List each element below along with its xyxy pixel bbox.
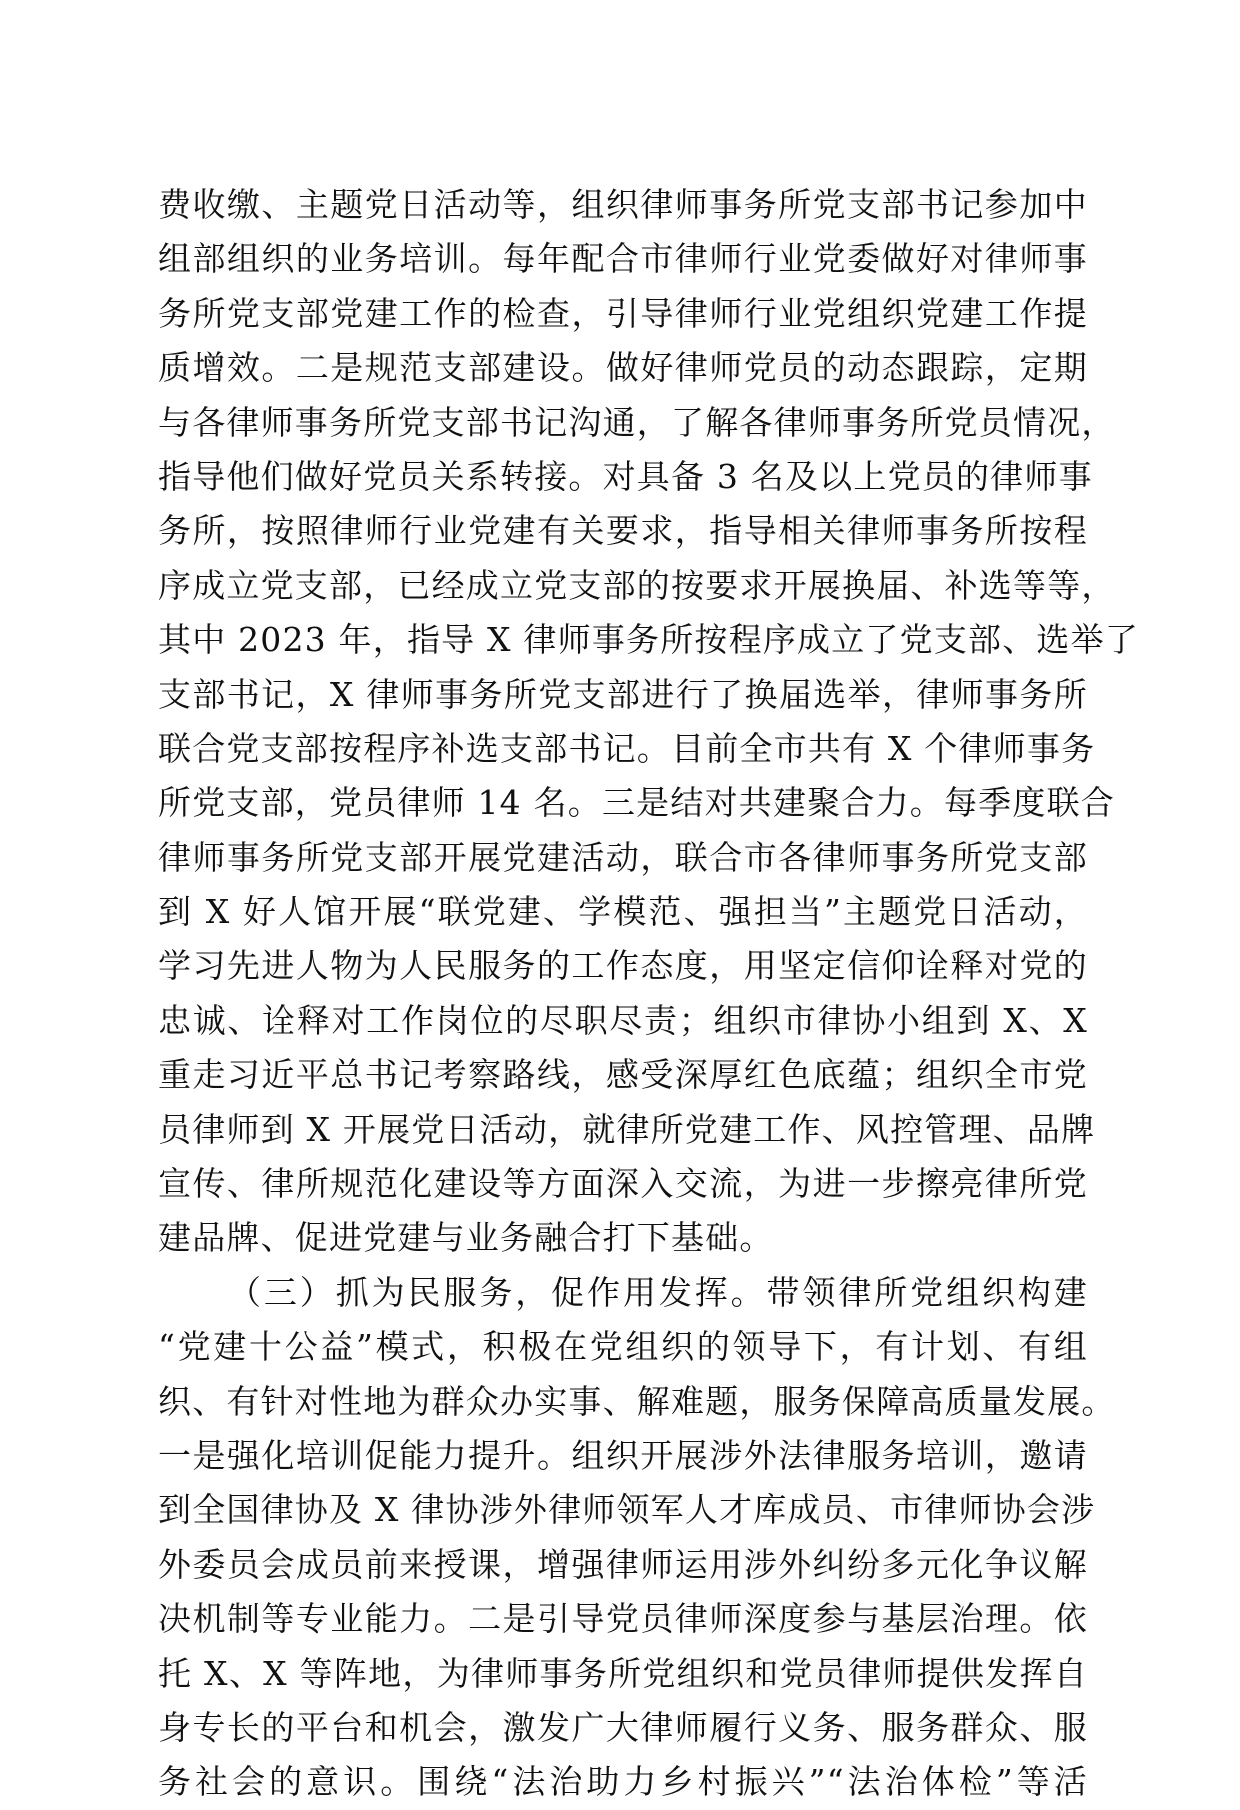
text-line-14: 到 X 好人馆开展“联党建、学模范、强担当”主题党日活动， — [158, 892, 1088, 932]
text-line-30: 务社会的意识。围绕“法治助力乡村振兴”“法治体检”等活 — [158, 1762, 1088, 1802]
text-line-9: 其中 2023 年，指导 X 律师事务所按程序成立了党支部、选举了 — [158, 620, 1140, 660]
text-line-12: 所党支部，党员律师 14 名。三是结对共建聚合力。每季度联合 — [158, 783, 1115, 823]
text-line-18: 员律师到 X 开展党日活动，就律所党建工作、风控管理、品牌 — [158, 1109, 1096, 1149]
text-line-17: 重走习近平总书记考察路线，感受深厚红色底蕴；组织全市党 — [158, 1055, 1088, 1095]
body-text — [158, 178, 1140, 1810]
text-line-24: 一是强化培训促能力提升。组织开展涉外法律服务培训，邀请 — [158, 1435, 1088, 1475]
text-line-5: 与各律师事务所党支部书记沟通，了解各律师事务所党员情况， — [158, 402, 1116, 442]
text-line-1: 费收缴、主题党日活动等，组织律师事务所党支部书记参加中 — [158, 185, 1088, 224]
text-line-23: 织、有针对性地为群众办实事、解难题，服务保障高质量发展。 — [158, 1381, 1116, 1421]
text-line-22: “党建十公益”模式，积极在党组织的领导下，有计划、有组 — [158, 1327, 1088, 1367]
text-line-15: 学习先进人物为人民服务的工作态度，用坚定信仰诠释对党的 — [158, 946, 1088, 986]
text-line-7: 务所，按照律师行业党建有关要求，指导相关律师事务所按程 — [158, 511, 1088, 551]
text-line-19: 宣传、律所规范化建设等方面深入交流，为进一步擦亮律所党 — [158, 1164, 1088, 1204]
text-line-16: 忠诚、诠释对工作岗位的尽职尽责；组织市律协小组到 X、X — [158, 1000, 1088, 1040]
text-line-6: 指导他们做好党员关系转接。对具备 3 名及以上党员的律师事 — [158, 456, 1093, 496]
text-line-8: 序成立党支部，已经成立党支部的按要求开展换届、补选等等， — [158, 565, 1116, 605]
text-line-3: 务所党支部党建工作的检查，引导律师行业党组织党建工作提 — [158, 293, 1088, 333]
text-line-10: 支部书记，X 律师事务所党支部进行了换届选举，律师事务所 — [158, 674, 1088, 714]
section-heading-line: （三）抓为民服务，促作用发挥。带领律所党组织构建 — [228, 1272, 1088, 1312]
text-line-27: 决机制等专业能力。二是引导党员律师深度参与基层治理。依 — [158, 1599, 1088, 1639]
text-line-2: 组部组织的业务培训。每年配合市律师行业党委做好对律师事 — [158, 239, 1088, 279]
text-line-29: 身专长的平台和机会，激发广大律师履行义务、服务群众、服 — [158, 1707, 1088, 1747]
text-line-13: 律师事务所党支部开展党建活动，联合市各律师事务所党支部 — [158, 837, 1088, 877]
text-line-20: 建品牌、促进党建与业务融合打下基础。 — [158, 1218, 774, 1258]
text-line-25: 到全国律协及 X 律协涉外律师领军人才库成员、市律师协会涉 — [158, 1490, 1096, 1530]
text-line-4: 质增效。二是规范支部建设。做好律师党员的动态跟踪，定期 — [158, 348, 1088, 388]
text-line-11: 联合党支部按程序补选支部书记。目前全市共有 X 个律师事务 — [158, 728, 1096, 768]
text-line-26: 外委员会成员前来授课，增强律师运用涉外纠纷多元化争议解 — [158, 1544, 1088, 1584]
text-line-28: 托 X、X 等阵地，为律师事务所党组织和党员律师提供发挥自 — [158, 1653, 1088, 1693]
